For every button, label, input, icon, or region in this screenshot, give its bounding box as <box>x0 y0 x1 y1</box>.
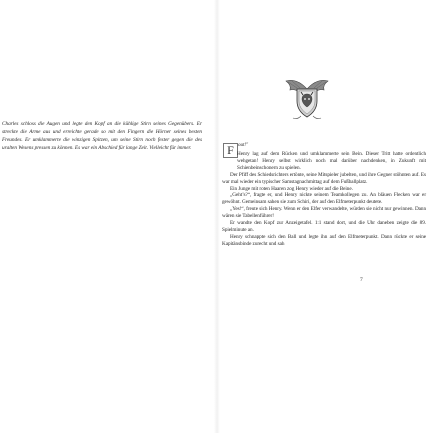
right-page-text <box>222 151 426 248</box>
paragraph-6: Henry schnappte sich den Ball und legte ihn auf den Elfmeterpunkt. Dann rückte er seine Kapitänsbinde zurecht und sah <box>222 233 426 247</box>
left-page <box>0 0 214 433</box>
right-page <box>220 0 433 433</box>
page-number: 7 <box>360 277 363 283</box>
opening-paragraph: Henry lag auf dem Rücken und umklammerte sein Bein. Dieser Tritt hatte ordentlich wehgetan! Henry selbst wirklich noch mal darüber nachdenken, in Zukunft mit Schienbeinschonern zu spielen. <box>237 151 426 171</box>
paragraph-3: „Geht’s?“, fragte er, und Henry nickte seinem Teamkollegen zu. An bläuen Flecken war er gewöhnt. Gemeinsam sahen sie zum Schiri, der auf den Elfmeterpunkt deutete. <box>222 192 426 206</box>
paragraph-5: Er wandte den Kopf zur Anzeigetafel. 1:1 stand dort, und die Uhr daneben zeigte die 89. Spielminute an. <box>222 220 426 233</box>
left-page-paragraph: Charles schloss die Augen und legte den Kopf an die kühlige Stirn seines Gegenübers. Er streckte die Arme aus und erreichte gerade so mit den Fingern die Hörner seines besten Freundes. Er umklammerte die winzigen Spitzen, um seine Stirn noch fester gegen die des uralten Wesens pressen zu können. Es war ein Abschied für lange Zeit. Vielleicht für immer. <box>2 121 202 151</box>
paragraph-4: „Yes!“, freute sich Henry. Wenn er den Elfer verwandelte, würden sie nicht nur gewinnen. Dann wären sie Tabellenführer! <box>222 206 426 220</box>
drop-cap-initial: F <box>223 143 238 158</box>
dragon-crest-icon <box>284 75 330 122</box>
paragraph-1: Der Pfiff des Schiedsrichters ertönte, seine Mitspieler jubelten, und ihre Gegner stöhnten auf. Es war mal wieder ein typischer Samstagnachmittag auf dem Fußballplatz. <box>222 171 426 185</box>
paragraph-2: Ein Junge mit roten Haaren zog Henry wieder auf die Beine. <box>230 185 353 192</box>
first-word: out!" <box>238 143 249 148</box>
